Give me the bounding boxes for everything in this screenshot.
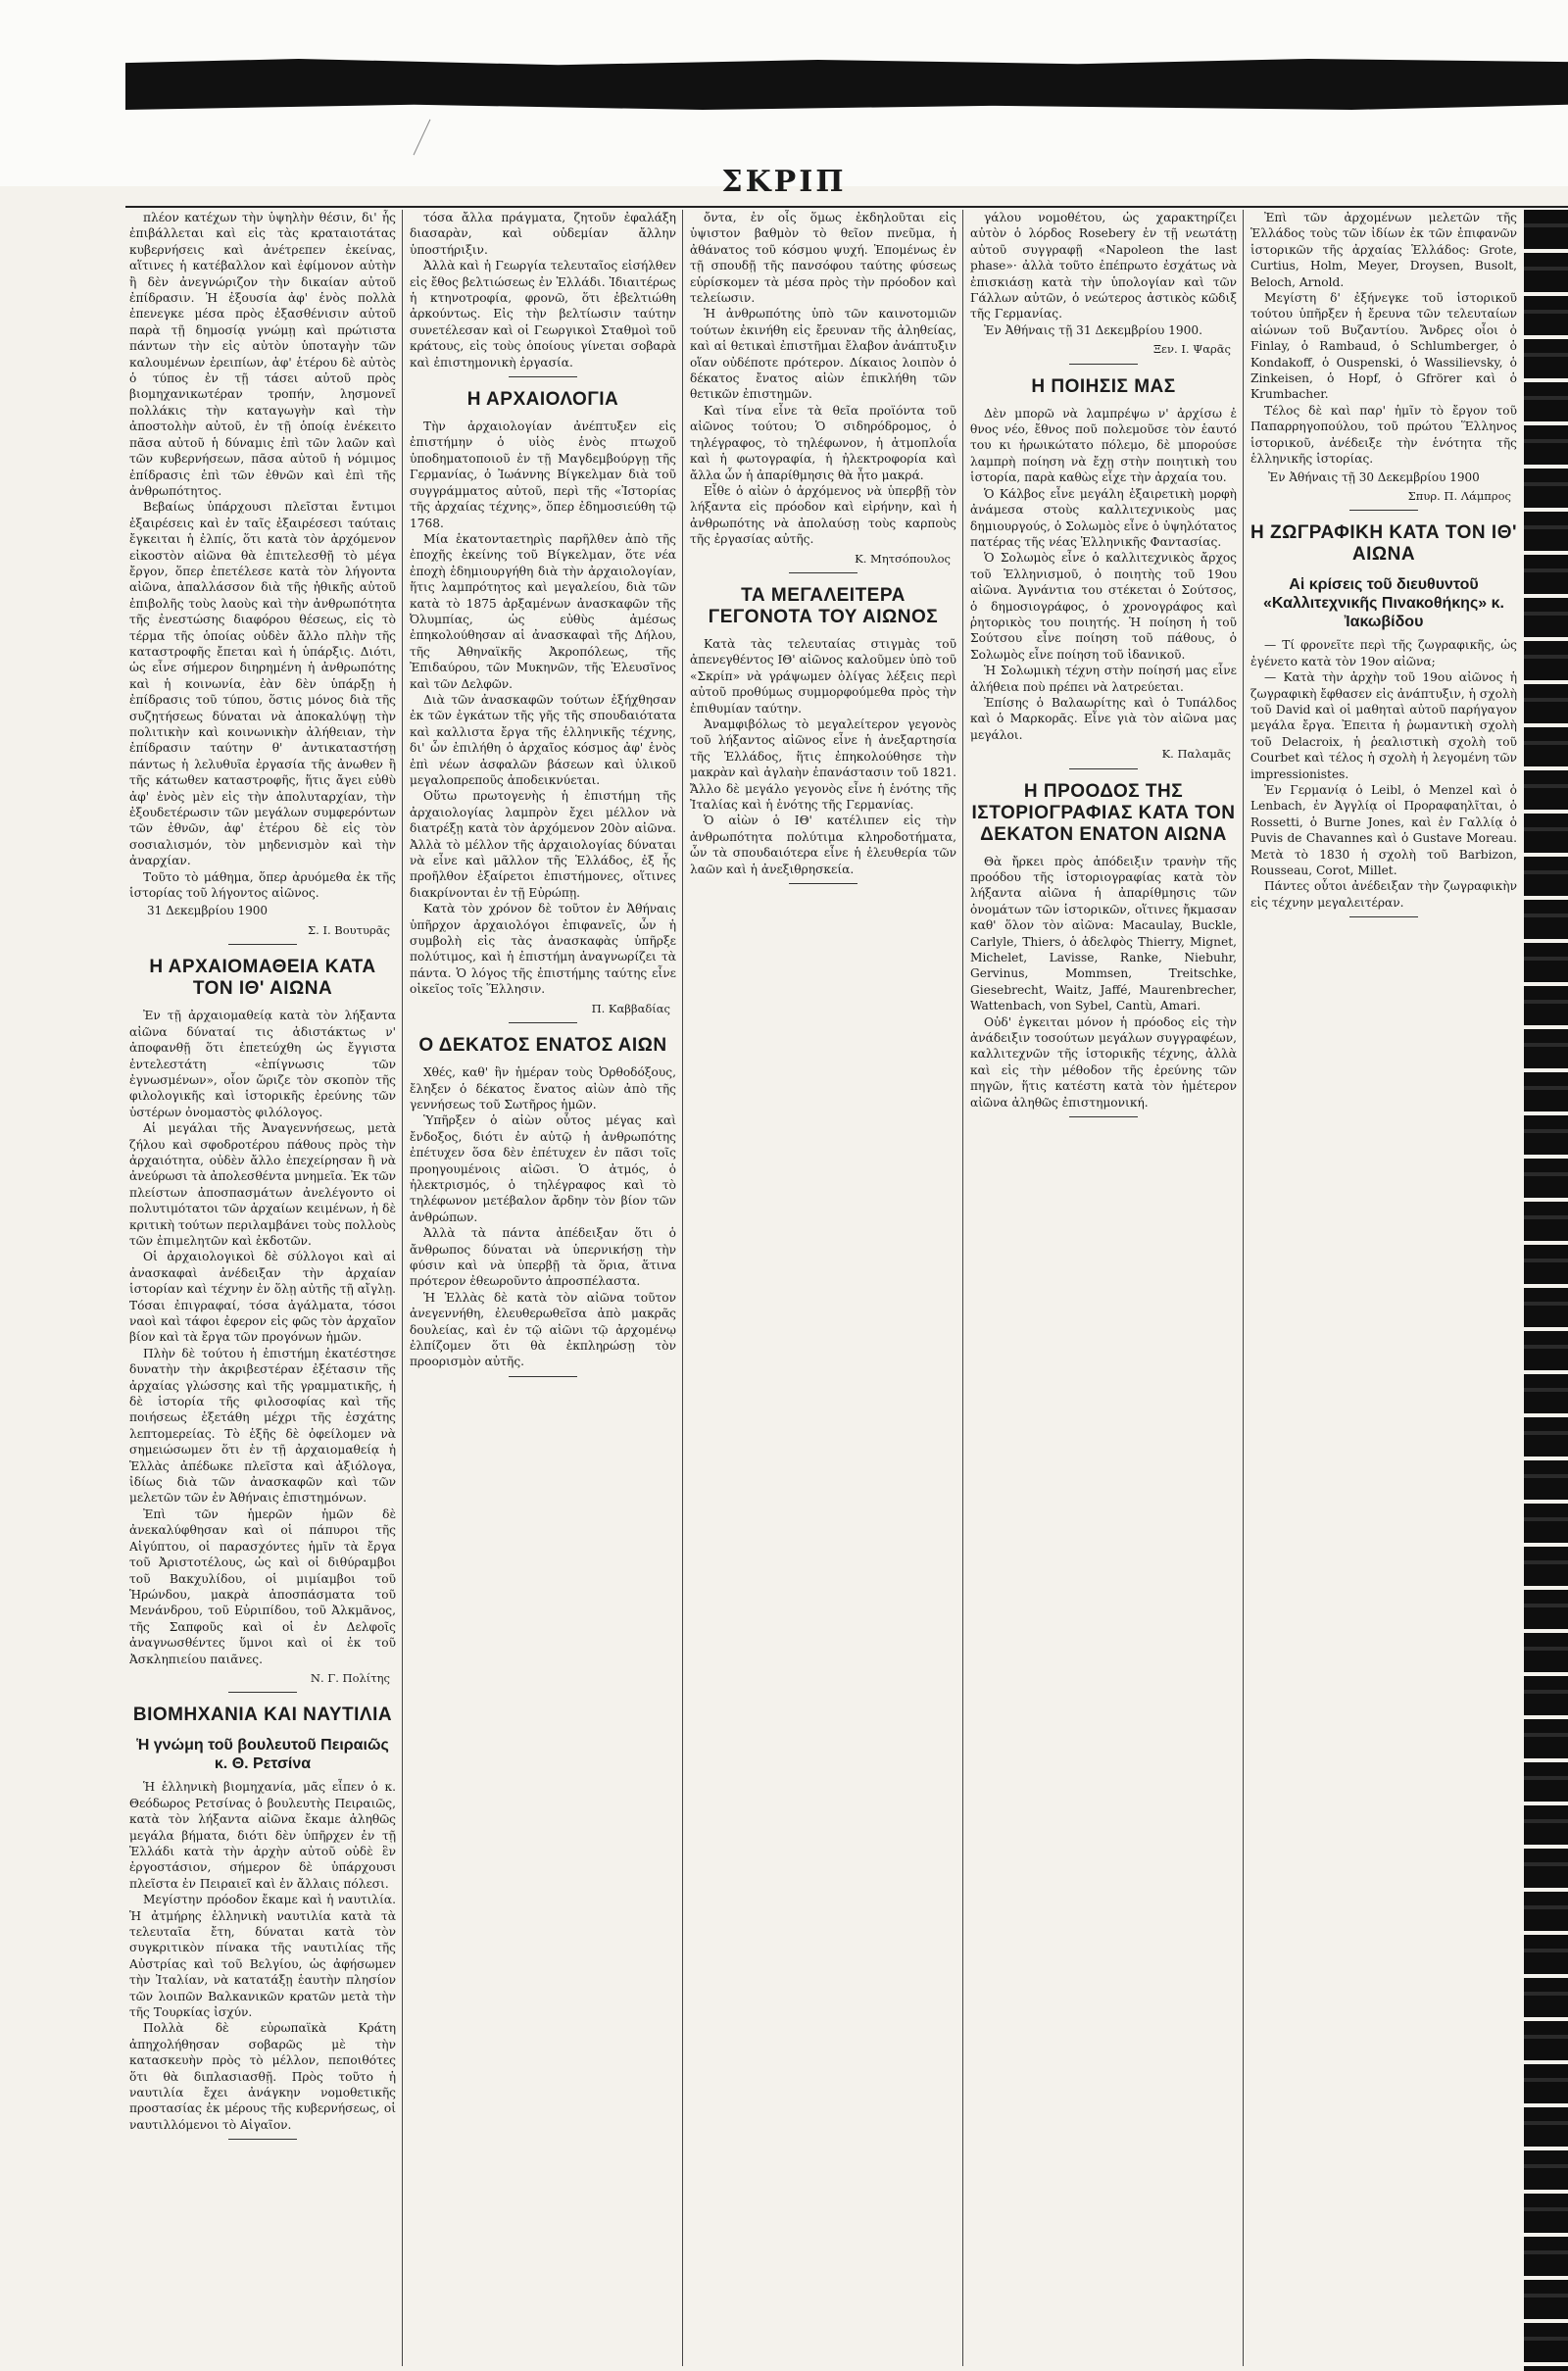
article-paragraph: Πάντες οὗτοι ἀνέδειξαν τὴν ζωγραφικὴν εἰς τέχνην μεγαλειτέραν. — [1250, 879, 1517, 910]
article-paragraph: Ἡ Ἑλλὰς δὲ κατὰ τὸν αἰῶνα τοῦτον ἀνεγεννήθη, ἐλευθερωθεῖσα ἀπὸ μακρᾶς δουλείας, καὶ ἐν τῷ αἰῶνι τῷ ἀρχομένῳ ἐλπίζομεν ὅτι θὰ ἐκπληρώσῃ τὸν προορισμὸν αὐτῆς. — [410, 1290, 676, 1369]
article-paragraph: Μεγίστη δ' ἐξήνεγκε τοῦ ἱστορικοῦ τούτου ὑπῆρξεν ἡ ἔρευνα τῶν τελευταίων αἰώνων τοῦ Βυζαντίου. Ἄνδρες οἷοι ὁ Finlay, ὁ Rambaud, ὁ Schlumberger, ὁ Kondakoff, ὁ Ouspenski, ὁ Wassilievsky, ὁ Zinkeisen, ὁ Hopf, ὁ Gfrörer καὶ ὁ Krumbacher. — [1250, 291, 1517, 402]
article-paragraph: Ὁ Σολωμὸς εἶνε ὁ καλλιτεχνικὸς ἄρχος τοῦ Ἑλληνισμοῦ, ὁ ποιητὴς τοῦ 19ου αἰῶνα. Ἀγνάντια του στέκεται ὁ Σούτσος, ὁ δημοσιογράφος, ὁ χρονογράφος καὶ ῥητορικὸς του ποιητής. Ἡ ποίηση ἡ τοῦ Σούτσου εἶνε ποίηση τοῦ πάθους, ὁ Σολωμὸς εἶνε ποίηση τοῦ ἰδανικοῦ. — [970, 551, 1237, 662]
article-paragraph: πλέον κατέχων τὴν ὑψηλὴν θέσιν, δι' ἧς ἐπιβάλλεται καὶ εἰς τὰς κραταιοτάτας κυβερνήσεις καὶ ἀνέτρεπεν ἐκείνας, αἵτινες ἡ κατέβαλλον καὶ ἐφίμονον αὐτὴν ἢ δὲν ἀνεγνώριζον τὴν δικαίαν αὐτοῦ ἐπίδρασιν. Ἡ ἐξουσία ἀφ' ἑνὸς πολλὰ ἐπενεγκε μέσα πρὸς ἐξασθένισιν αὐτοῦ παρὰ τῇ δημοσίᾳ γνώμῃ καὶ πρώτιστα πάντων τὴν εἰς αὐτὸν ὑποταγὴν τῶν καλουμένων ἐρειπίων, ἀφ' ἑτέρου δὲ αὐτὸς ὁ τύπος ἐν τῇ τάσει αὐτοῦ πρὸς βιομηχανικωτέραν τροπήν, λησμονεῖ πολλάκις τὴν καταγωγὴν καὶ τὴν ἀποστολὴν αὐτοῦ, ἐν τῇ ὁποίᾳ ἐνέκειτο πᾶσα αὐτοῦ ἡ δύναμις ἐπὶ τῶν λαῶν καὶ τῶν κυβερνήσεων, πᾶσα αὐτοῦ ἡ νόμιμος ἐπίδρασις ἐπὶ τῶν ἐθνῶν καὶ ἐπὶ τῆς ἀνθρωπότητος. — [129, 211, 396, 498]
article-heading: Ο ΔΕΚΑΤΟΣ ΕΝΑΤΟΣ ΑΙΩΝ — [418, 1035, 667, 1057]
article — [129, 1704, 396, 2140]
article-paragraph: Αἱ μεγάλαι τῆς Ἀναγεννήσεως, μετὰ ζήλου καὶ σφοδροτέρου πάθους πρὸς τὴν ἀρχαιότητα, οὐδὲν ἄλλο ἐπεχείρησαν ἢ νὰ ἀνεύρωσι τὰ ἀπολεσθέντα μνημεῖα. Ἐκ τῶν πλείστων ἀποσπασμάτων ἀνελέγοντο οἱ πολυτιμότατοι τῶν ἀρχαίων κειμένων, ἡ δὲ κριτικὴ τούτων περιλαμβάνει τοὺς πολλοὺς τῶν ἐπιμελητῶν καὶ ἐκδοτῶν. — [129, 1121, 396, 1248]
torn-page-edge — [1524, 210, 1568, 2371]
article-paragraph: Ἀλλὰ τὰ πάντα ἀπέδειξαν ὅτι ὁ ἄνθρωπος δύναται νὰ ὑπερνικήσῃ τὴν φύσιν καὶ νὰ ὑπερβῇ τὰ ὅρια, ἅτινα πρότερον ἐθεωροῦντο ἀπροσπέλαστα. — [410, 1226, 676, 1289]
article — [1250, 210, 1517, 511]
article-paragraph: Πλὴν δὲ τούτου ἡ ἐπιστήμη ἐκατέστησε δυνατὴν τὴν ἀκριβεστέραν ἐξέτασιν τῆς ἀρχαίας γλώσσης καὶ τῆς γραμματικῆς, ἡ δὲ ἱστορία τῆς φιλοσοφίας καὶ τῆς ποιήσεως ἐξετάθη μέχρι τῆς ἐσχάτης λεπτομερείας. Τὸ ἑξῆς δὲ ὀφείλομεν νὰ σημειώσωμεν ὅτι ἐν τῇ ἀρχαιομαθείᾳ ἡ Ἑλλὰς ἀπέδωκε πλεῖστα καὶ ἀξιόλογα, ἰδίως διὰ τῶν ἀνασκαφῶν καὶ τῶν μελετῶν τῶν ἐν Ἀθήναις ἐπιστημόνων. — [129, 1346, 396, 1506]
article — [970, 376, 1237, 769]
article-heading: ΒΙΟΜΗΧΑΝΙΑ ΚΑΙ ΝΑΥΤΙΛΙΑ — [132, 1704, 393, 1726]
article — [129, 210, 396, 945]
column-2 — [410, 210, 676, 2366]
article-paragraph: γάλου νομοθέτου, ὡς χαρακτηρίζει αὐτὸν ὁ λόρδος Rosebery ἐν τῇ νεωτάτῃ αὐτοῦ συγγραφῇ «Napoleon the last phase»· ἀλλὰ τοῦτο ἐπέπρωτο ἐσχάτως νὰ ἐπισκιάσῃ κατὰ τὴν ὑπολογίαν καὶ τῶν Γάλλων αὐτῶν, ὁ νεώτερος ἀστικὸς κῶδιξ τῆς Γερμανίας. — [970, 211, 1237, 321]
column-5 — [1250, 210, 1517, 2366]
article — [410, 389, 676, 1023]
article-paragraph: Ἐπὶ τῶν ἀρχομένων μελετῶν τῆς Ἑλλάδος τοὺς τῶν ἰδίων ἐκ τῶν ἐπιφανῶν ἱστορικῶν τῆς ἀρχαίας Ἑλλάδος: Grote, Curtius, Holm, Meyer, Droysen, Busolt, Beloch, Arnold. — [1250, 211, 1517, 289]
article-subheading: Ἡ γνώμη τοῦ βουλευτοῦ Πειραιῶς κ. Θ. Ρετσίνα — [136, 1737, 389, 1773]
article-paragraph: Δὲν μπορῶ νὰ λαμπρέψω ν' ἀρχίσω ἐ θνος νέο, ἔθνος ποῦ πολεμοῦσε τὸν ἑαυτό του κι ἡρωικώτατο πόλεμο, δὲ μπορούσε λαμπρὴ ποίηση νὰ ἔχῃ στὴν ποιητικὴ του ἱστορία, παρὰ καθὼς εἶχε τὴν ἀρχαία του. — [970, 406, 1237, 485]
article-paragraph: Ἀλλὰ καὶ ἡ Γεωργία τελευταῖος εἰσήλθεν εἰς ἔθος βελτιώσεως ἐν Ἑλλάδι. Ἰδιαιτέρως ἡ κτηνοτροφία, φρονῶ, ὅτι ἐβελτιώθη ἀρκούντως. Εἰς τὴν βελτίωσιν ταύτην συνετέλεσαν καὶ οἱ Γεωργικοὶ Σταθμοὶ τοῦ κράτους, εἰς τοὺς ὁποίους γίνεται σοβαρὰ καὶ ἐπιστημονικὴ ἐργασία. — [410, 259, 676, 370]
masthead-rule — [125, 206, 1568, 208]
article-signature: Σπυρ. Π. Λάμπρος — [1407, 488, 1511, 503]
article — [970, 210, 1237, 365]
article-signature: Ν. Γ. Πολίτης — [310, 1670, 390, 1685]
article-separator — [1349, 916, 1418, 917]
article-paragraph: — Κατὰ τὴν ἀρχὴν τοῦ 19ου αἰῶνος ἡ ζωγραφικὴ ἔφθασεν εἰς ἀνάπτυξιν, ἡ σχολὴ τοῦ David καὶ οἱ μαθηταὶ αὐτοῦ παρήγαγον μεγάλα ἔργα. Ἐπειτα ἡ ῥωμαντικὴ σχολὴ τοῦ Delacroix, ἡ ῥεαλιστικὴ σχολὴ τοῦ Courbet καὶ τέλος ἡ σχολὴ ἡ λεγομένη τῶν impressionistes. — [1250, 670, 1517, 781]
article-paragraph: Μεγίστην πρόοδον ἔκαμε καὶ ἡ ναυτιλία. Ἡ ἀτμήρης ἑλληνικὴ ναυτιλία κατὰ τὰ τελευταῖα ἔτη, δύναται κατὰ τὸν συγκριτικὸν πίνακα τῆς ναυτιλίας τῆς Αὐστρίας καὶ τοῦ Βελγίου, ὡς ἀφήσωμεν τὴν Ἰταλίαν, νὰ κατατάξῃ ἑαυτὴν πλησίον τῶν λοιπῶν Βαλκανικῶν κρατῶν μετὰ τὴν τῆς Τουρκίας ἰσχύν. — [129, 1893, 396, 2020]
column-divider — [1243, 210, 1244, 2366]
article-date: Ἐν Ἀθήναις τῇ 30 Δεκεμβρίου 1900 — [1268, 469, 1480, 484]
article-separator — [1349, 510, 1418, 511]
article-paragraph: Διὰ τῶν ἀνασκαφῶν τούτων ἐξήχθησαν ἐκ τῶν ἐγκάτων τῆς γῆς τῆς σπουδαιότατα καὶ καλλιστα ἔργα τῆς ἑλληνικῆς τέχνης, δι' ὧν ἐπιλήθη ὁ ἀρχαῖος κόσμος ἀφ' ἑνὸς ἐπὶ νέων ἀσφαλῶν βάσεων καὶ ὑλικοῦ μεγαλοπρεποῦς ἀποδεικνύεται. — [410, 692, 676, 787]
article — [129, 957, 396, 1693]
article-heading: Η ΑΡΧΑΙΟΜΑΘΕΙΑ ΚΑΤΑ ΤΟΝ ΙΘ' ΑΙΩΝΑ — [149, 957, 376, 1000]
article-paragraph: Μία ἑκατονταετηρὶς παρῆλθεν ἀπὸ τῆς ἐποχῆς ἐκείνης τοῦ Βίγκελμαν, ὅτε νέα ἐποχὴ ἐδημιουργήθη διὰ τὴν ἀρχαιολογίαν, ἥτις λαμπρότητος καὶ μεγαλείου, διὰ τῶν κατὰ τὸ 1875 ἀρξαμένων ἀνασκαφῶν τῆς Ὀλυμπίας, ὡς εὐθὺς ἀμέσως ἐπηκολούθησαν αἱ ἀνασκαφαὶ τῆς Δήλου, τῆς Ἀθηναϊκῆς Ἀκροπόλεως, τῆς Ἐπιδαύρου, τῶν Μυκηνῶν, τῆς Ἐλευσῖνος καὶ τῶν Δελφῶν. — [410, 531, 676, 691]
article-paragraph: Οἱ ἀρχαιολογικοὶ δὲ σύλλογοι καὶ αἱ ἀνασκαφαὶ ἀνέδειξαν τὴν ἀρχαίαν ἱστορίαν καὶ τέχνην ἐν ὅλῃ αὐτῆς τῇ αἴγλῃ. Τόσαι ἐπιγραφαί, τόσα ἀγάλματα, τόσοι ναοὶ καὶ τάφοι ἐφερον εἰς φῶς τὸν ἀρχαῖον βίον καὶ τὰ ἔργα τῶν προγόνων ἡμῶν. — [129, 1250, 396, 1345]
article-separator — [1069, 364, 1138, 365]
article — [690, 585, 956, 884]
article-paragraph: Τὴν ἀρχαιολογίαν ἀνέπτυξεν εἰς ἐπιστήμην ὁ υἱὸς ἑνὸς πτωχοῦ ὑποδηματοποιοῦ ἐν τῇ Μαγδεμβούργῃ τῆς Γερμανίας, ὁ Ἰωάννης Βίγκελμαν διὰ τοῦ συγγράμματος αὐτοῦ, περὶ τῆς «Ἱστορίας τῆς ἀρχαίας τέχνης», ὅπερ ἐδημοσιεύθη τῷ 1768. — [410, 420, 676, 530]
article-heading: Η ΑΡΧΑΙΟΛΟΓΙΑ — [466, 389, 619, 411]
article-paragraph: Τοῦτο τὸ μάθημα, ὅπερ ἀρυόμεθα ἐκ τῆς ἱστορίας τοῦ λήγοντος αἰῶνος. — [129, 869, 396, 901]
article-signature: Κ. Μητσόπουλος — [855, 551, 951, 566]
article-paragraph: Ἀναμφιβόλως τὸ μεγαλείτερον γεγονὸς τοῦ λήξαντος αἰῶνος εἶνε ἡ ἀνεξαρτησία τῆς Ἑλλάδος, ἥτις ἐπηκολούθησε τὴν μακρὰν καὶ ἀγλαὴν ἐπανάστασιν τοῦ 1821. Ἄλλο δὲ μεγάλο γεγονὸς εἶνε ἡ ἑνότης τῆς Ἰταλίας καὶ ἡ ἑνότης τῆς Γερμανίας. — [690, 716, 956, 812]
article-paragraph: Ὁ Κάλβος εἶνε μεγάλη ἐξαιρετικὴ μορφὴ ἀνάμεσα στοὺς καλλιτεχνικοὺς μας δημιουργούς, ὁ Σολωμὸς εἶνε ὁ ὑψηλότατος πατέρας τῆς νέας Ἑλληνικῆς Φαντασίας. — [970, 486, 1237, 549]
article-heading: ΤΑ ΜΕΓΑΛΕΙΤΕΡΑ ΓΕΓΟΝΟΤΑ ΤΟΥ ΑΙΩΝΟΣ — [708, 584, 939, 627]
masthead-torn-band — [125, 59, 1568, 110]
article-paragraph: Ἡ Σολωμικὴ τέχνη στὴν ποίησή μας εἶνε ἀλήθεια ποὺ πρέπει νὰ λατρεύεται. — [970, 664, 1237, 694]
article-heading: Η ΖΩΓΡΑΦΙΚΗ ΚΑΤΑ ΤΟΝ ΙΘ' ΑΙΩΝΑ — [1250, 522, 1517, 566]
column-1 — [129, 210, 396, 2366]
article — [410, 1035, 676, 1377]
article-separator — [228, 1692, 297, 1693]
article — [690, 210, 956, 573]
article-paragraph: Ἐπίσης ὁ Βαλαωρίτης καὶ ὁ Τυπάλδος καὶ ὁ Μαρκορᾶς. Εἶνε γιὰ τὸν αἰῶνα μας μεγάλοι. — [970, 695, 1237, 742]
article-separator — [509, 1022, 577, 1023]
article-paragraph: Κατὰ τὰς τελευταίας στιγμὰς τοῦ ἀπενεγθέντος ΙΘ' αἰῶνος καλοῦμεν ὑπὸ τοῦ «Σκρίπ» νὰ γράψωμεν ὀλίγας λέξεις περὶ αὐτοῦ προθύμως συμμορφούμεθα πρὸς τὴν ἐπιθυμίαν ταύτην. — [690, 636, 956, 716]
article-paragraph: Χθές, καθ' ἣν ἡμέραν τοὺς Ὀρθοδόξους, ἔληξεν ὁ δέκατος ἔνατος αἰὼν ἀπὸ τῆς γεννήσεως τοῦ Σωτῆρος ἡμῶν. — [410, 1065, 676, 1111]
article-paragraph: Οὐδ' ἐγκειται μόνον ἡ πρόοδος εἰς τὴν ἀνάδειξιν τοσούτων μεγάλων συγγραφέων, καλλιτεχνῶν τῆς ἱστορικῆς τέχνης, ἀλλὰ καὶ εἰς τὴν μέθοδον τῆς ἐρεύνης τῶν πηγῶν, ἥτις κατέστη κατὰ τὸν ἡμέτερον αἰῶνα ἀληθῶς ἐπιστημονική. — [970, 1014, 1237, 1110]
article-separator — [789, 572, 858, 573]
column-divider — [682, 210, 683, 2366]
article-paragraph: Ἐν Γερμανίᾳ ὁ Leibl, ὁ Menzel καὶ ὁ Lenbach, ἐν Ἀγγλίᾳ οἱ Προραφαηλῖται, ὁ Rossetti, ὁ Burne Jones, καὶ ἐν Γαλλίᾳ ὁ Puvis de Chavannes καὶ ὁ Gustave Moreau. Μετὰ τὸ 1830 ἡ σχολὴ τοῦ Barbizon, Rousseau, Corot, Millet. — [1250, 782, 1517, 877]
article-paragraph: Τέλος δὲ καὶ παρ' ἡμῖν τὸ ἔργον τοῦ Παπαρρηγοπούλου, τοῦ πρώτου Ἕλληνος ἱστορικοῦ, ἀνέδειξε τὴν ἑνότητα τῆς ἑλληνικῆς ἱστορίας. — [1250, 403, 1517, 467]
article-date: 31 Δεκεμβρίου 1900 — [147, 904, 269, 918]
article-heading: Η ΠΡΟΟΔΟΣ ΤΗΣ ΙΣΤΟΡΙΟΓΡΑΦΙΑΣ ΚΑΤΑ ΤΟΝ ΔΕΚΑΤΟΝ ΕΝΑΤΟΝ ΑΙΩΝΑ — [971, 780, 1236, 845]
article-paragraph: Ἡ ἑλληνικὴ βιομηχανία, μᾶς εἶπεν ὁ κ. Θεόδωρος Ρετσίνας ὁ βουλευτὴς Πειραιῶς, κατὰ τὸν λήξαντα αἰῶνα ἔκαμε ἀληθῶς μεγάλα βήματα, διότι δὲν ὑπῆρχεν ἐν τῇ Ἑλλάδι κατὰ τὴν ἀρχὴν αὐτοῦ οὐδὲ ἓν ἐργοστάσιον, σήμερον δὲ ὑπάρχουσι πλεῖστα ἐν Πειραιεῖ καὶ ἐν ἄλλαις πόλεσι. — [129, 1780, 396, 1891]
article-heading: Η ΠΟΙΗΣΙΣ ΜΑΣ — [1031, 375, 1176, 397]
article-separator — [509, 376, 577, 377]
article-paragraph: Ὁ αἰὼν ὁ ΙΘ' κατέλιπεν εἰς τὴν ἀνθρωπότητα πολύτιμα κληροδοτήματα, ὧν τὰ σπουδαιότερα εἶνε ἡ ἐλευθερία τῶν λαῶν καὶ ἡ ἀνεξιθρησκεία. — [690, 814, 956, 876]
column-3 — [690, 210, 956, 2366]
article-signature: Σ. Ι. Βουτυρᾶς — [308, 922, 390, 937]
article-paragraph: Καὶ τίνα εἶνε τὰ θεῖα προϊόντα τοῦ αἰῶνος τούτου; Ὁ σιδηρόδρομος, ὁ τηλέγραφος, τὸ τηλέφωνον, ἡ ἀτμοπλοΐα καὶ ἡ φωτογραφία, ἡ ἠλεκτροφορία καὶ ἄλλα ὧν ἡ ἀπαρίθμησις θὰ ἦτο μακρά. — [690, 403, 956, 482]
article-paragraph: ὄντα, ἐν οἷς ὅμως ἐκδηλοῦται εἰς ὑψιστον βαθμὸν τὸ θεῖον πνεῦμα, ἡ ἀθάνατος τοῦ κόσμου ψυχή. Ἐπομένως ἐν τῇ σπουδῇ τῆς πανσόφου ταύτης φύσεως εὑρίσκομεν τὰ μέσα πρὸς τὴν πρόοδον καὶ τελείωσιν. — [690, 211, 956, 306]
newspaper-masthead: ΣΚΡΙΠ — [721, 165, 847, 199]
article-paragraph: Οὕτω πρωτογενὴς ἡ ἐπιστήμη τῆς ἀρχαιολογίας λαμπρὸν ἔχει μέλλον νὰ διατρέξῃ κατὰ τὸν ἀρχόμενον 20ὸν αἰῶνα. Ἀλλὰ τὸ μέλλον τῆς ἀρχαιολογίας δύναται νὰ εἶνε καὶ μᾶλλον τῆς Ἑλλάδος, ἐξ ἧς προῆλθον ἐξαίρετοι ἐπιστήμονες, οἵτινες διακρίνονται ἐν τῇ Εὐρώπῃ. — [410, 789, 676, 900]
article-separator — [789, 883, 858, 884]
article — [1250, 522, 1517, 917]
column-divider — [402, 210, 403, 2366]
article-paragraph: Ἐν τῇ ἀρχαιομαθείᾳ κατὰ τὸν λήξαντα αἰῶνα δύναταί τις ἀδιστάκτως ν' ἀποφανθῇ ὅτι ἐπετεύχθη ὡς ἔγγιστα ἐντελεστάτη «ἐπίγνωσις τῶν ἐγνωσμένων», οἷον ὥριζε τὸν σκοπὸν τῆς φιλολογικῆς καὶ ἱστορικῆς ἐρεύνης τῶν ὑστέρων ὀνομαστὸς φιλόλογος. — [129, 1009, 396, 1119]
article-signature: Κ. Παλαμᾶς — [1161, 747, 1231, 762]
article-paragraph: Ἐπὶ τῶν ἡμερῶν ἡμῶν δὲ ἀνεκαλύφθησαν καὶ οἱ πάπυροι τῆς Αἰγύπτου, οἱ παρασχόντες ἡμῖν τὰ ἔργα τοῦ Ἀριστοτέλους, ὡς καὶ οἱ διθύραμβοι τοῦ Βακχυλίδου, οἱ μιμίαμβοι τοῦ Ἡρώνδου, μακρὰ ἀποσπάσματα τοῦ Μενάνδρου, τοῦ Εὐριπίδου, τοῦ Ἀλκμᾶνος, τῆς Σαπφοῦς καὶ οἱ ἐν Δελφοῖς ἀναγνωσθέντες ὕμνοι καὶ οἱ ἐκ τοῦ Ἀσκληπιείου παιᾶνες. — [129, 1507, 396, 1666]
article-paragraph: — Τί φρονεῖτε περὶ τῆς ζωγραφικῆς, ὡς ἐγένετο κατὰ τὸν 19ον αἰῶνα; — [1250, 638, 1517, 668]
article-paragraph: τόσα ἄλλα πράγματα, ζητοῦν ἐφαλάξη διασαρὰν, καὶ οὐδεμίαν ἄλλην ὑποστήριξιν. — [410, 211, 676, 257]
article-paragraph: Ἡ ἀνθρωπότης ὑπὸ τῶν καινοτομιῶν τούτων ἐκινήθη εἰς ἔρευναν τῆς ἀληθείας, καὶ αἱ θετικαὶ ἐπιστῆμαι ἔλαβον ἀνάπτυξιν οἵαν οὐδέποτε πρότερον. Δίκαιος λοιπὸν ὁ δέκατος ἔνατος αἰὼν ἐπικλήθη τῶν θετικῶν ἐπιστημῶν. — [690, 307, 956, 402]
article-separator — [228, 2139, 297, 2140]
article-paragraph: Ἐν Ἀθήναις τῇ 31 Δεκεμβρίου 1900. — [984, 322, 1203, 337]
newspaper-page — [125, 210, 1568, 2371]
column-4 — [970, 210, 1237, 2366]
article-signature: Π. Καββαδίας — [591, 1001, 670, 1015]
article-separator — [1069, 1116, 1138, 1117]
article-separator — [1069, 768, 1138, 769]
article-signature: Ξεν. Ι. Ψαρᾶς — [1152, 342, 1231, 357]
article-subheading: Αἱ κρίσεις τοῦ διευθυντοῦ «Καλλιτεχνικῆς Πινακοθήκης» κ. Ἰακωβίδου — [1263, 576, 1504, 631]
column-divider — [962, 210, 963, 2366]
article — [410, 210, 676, 377]
article-paragraph: Κατὰ τὸν χρόνον δὲ τοῦτον ἐν Ἀθήναις ὑπῆρχον ἀρχαιολόγοι ἐπιφανεῖς, ὧν ἡ συμβολὴ εἰς τὰς ἀνασκαφὰς ὑπῆρξε πολύτιμος, καὶ ἡ ἐπιστήμη ἀναγνωρίζει τὰ πάντα. Ὁ λόγος τῆς ἐπιστήμης ταύτης εἶνε οἰκεῖος τοῖς Ἕλλησιν. — [410, 902, 676, 997]
article-separator — [228, 944, 297, 945]
article-separator — [509, 1376, 577, 1377]
article-paragraph: Πολλὰ δὲ εὐρωπαϊκὰ Κράτη ἀπηχολήθησαν σοβαρῶς μὲ τὴν κατασκευὴν πρὸς τὸ μέλλον, πεποιθότες ὅτι θὰ διπλασιασθῇ. Πρὸς τοῦτο ἡ ναυτιλία ἔχει ἀνάγκην νομοθετικῆς προστασίας ἐκ μέρους τῆς κυβερνήσεως, οἱ ναυτιλλόμενοι τὸ Αἰγαῖον. — [129, 2021, 396, 2132]
article-paragraph: Ὑπῆρξεν ὁ αἰὼν οὗτος μέγας καὶ ἔνδοξος, διότι ἐν αὐτῷ ἡ ἀνθρωπότης ἐπέτυχεν ὅσα δὲν ἐπέτυχεν ἐν πᾶσι τοῖς προηγουμένοις αἰῶσι. Ὁ ἀτμός, ὁ ἠλεκτρισμός, ὁ τηλέγραφος καὶ τὸ τηλέφωνον μετέβαλον ἄρδην τὸν βίον τῶν ἀνθρώπων. — [410, 1113, 676, 1224]
article-paragraph: Εἶθε ὁ αἰὼν ὁ ἀρχόμενος νὰ ὑπερβῇ τὸν λήξαντα εἰς πρόοδον καὶ εἰρήνην, καὶ ἡ ἀνθρωπότης νὰ ἀπολαύσῃ τοὺς καρποὺς τῆς ἐργασίας αὐτῆς. — [690, 483, 956, 547]
article — [970, 781, 1237, 1118]
article-paragraph: Βεβαίως ὑπάρχουσι πλεῖσται ἔντιμοι ἐξαιρέσεις καὶ ἐν ταῖς ἐξαιρέσεσι ταύταις ἔγκειται ἡ ἐλπίς, ὅτι κατὰ τὸν ἀρχόμενον εἰκοστὸν αἰῶνα θὰ ἐπιτελεσθῇ τὸ μέγα ἔργον, ὅπερ ἐπετέλεσε κατὰ τὸν λήγοντα αἰῶνα, ἀπαλλάσσον διὰ τῆς ἠθικῆς αὐτοῦ ἐπιβολῆς τοὺς λαοὺς καὶ τὴν ἀνθρωπότητα τῆς ἐνεστώσης διαφόρου θέσεως, εἰς τὸ τέρμα τῆς ὁποίας οὐδὲν ἄλλο πλὴν τῆς καταστροφῆς ἔπεται καὶ ἡ ὑπάρξις. Διότι, ὡς εἶνε σήμερον διηρημένη ἡ ἀνθρωπότης καὶ ἡ κοινωνία, ἐὰν δὲν ὑπάρξῃ ἡ ἐπίδρασις τοῦ τύπου, ὅστις μόνος διὰ τῆς συζητήσεως δύναται νὰ ἀποκαλύψῃ τὴν πολιτικὴν καὶ κοινωνικὴν ἀλήθειαν, τὴν ἐπίδρασιν ταύτην θ' ἀντικαταστήσῃ πάντως ἡ λελυθυῖα ἐργασία τῆς ἀνωθεν ἢ τῆς κάτωθεν καταστροφῆς, ἥτις ἄγει εὐθὺ ἀφ' ἑνὸς μὲν εἰς τὴν ἀπολυταρχίαν, τὴν ἐξουδετέρωσιν τῶν μεγάλων συμφερόντων τῶν ἐθνῶν, ἀφ' ἑτέρου δὲ εἰς τὸν σοσιαλισμόν, τὸν μηδενισμὸν καὶ τὴν ἀναρχίαν. — [129, 500, 396, 868]
article-paragraph: Θὰ ἤρκει πρὸς ἀπόδειξιν τρανὴν τῆς προόδου τῆς ἱστοριογραφίας κατὰ τὸν λήξαντα αἰῶνα ἡ ἀπαρίθμησις τῶν ὀνομάτων τῶν ἱστορικῶν, οἵτινες ἤκμασαν καθ' ὅλον τὸν αἰῶνα: Macaulay, Buckle, Carlyle, Thiers, ὁ ἀδελφὸς Thierry, Mignet, Michelet, Lavisse, Ranke, Niebuhr, Gervinus, Mommsen, Treitschke, Giesebrecht, Waitz, Jaffé, Maurenbrecher, Wattenbach, von Sybel, Cantù, Amari. — [970, 854, 1237, 1013]
